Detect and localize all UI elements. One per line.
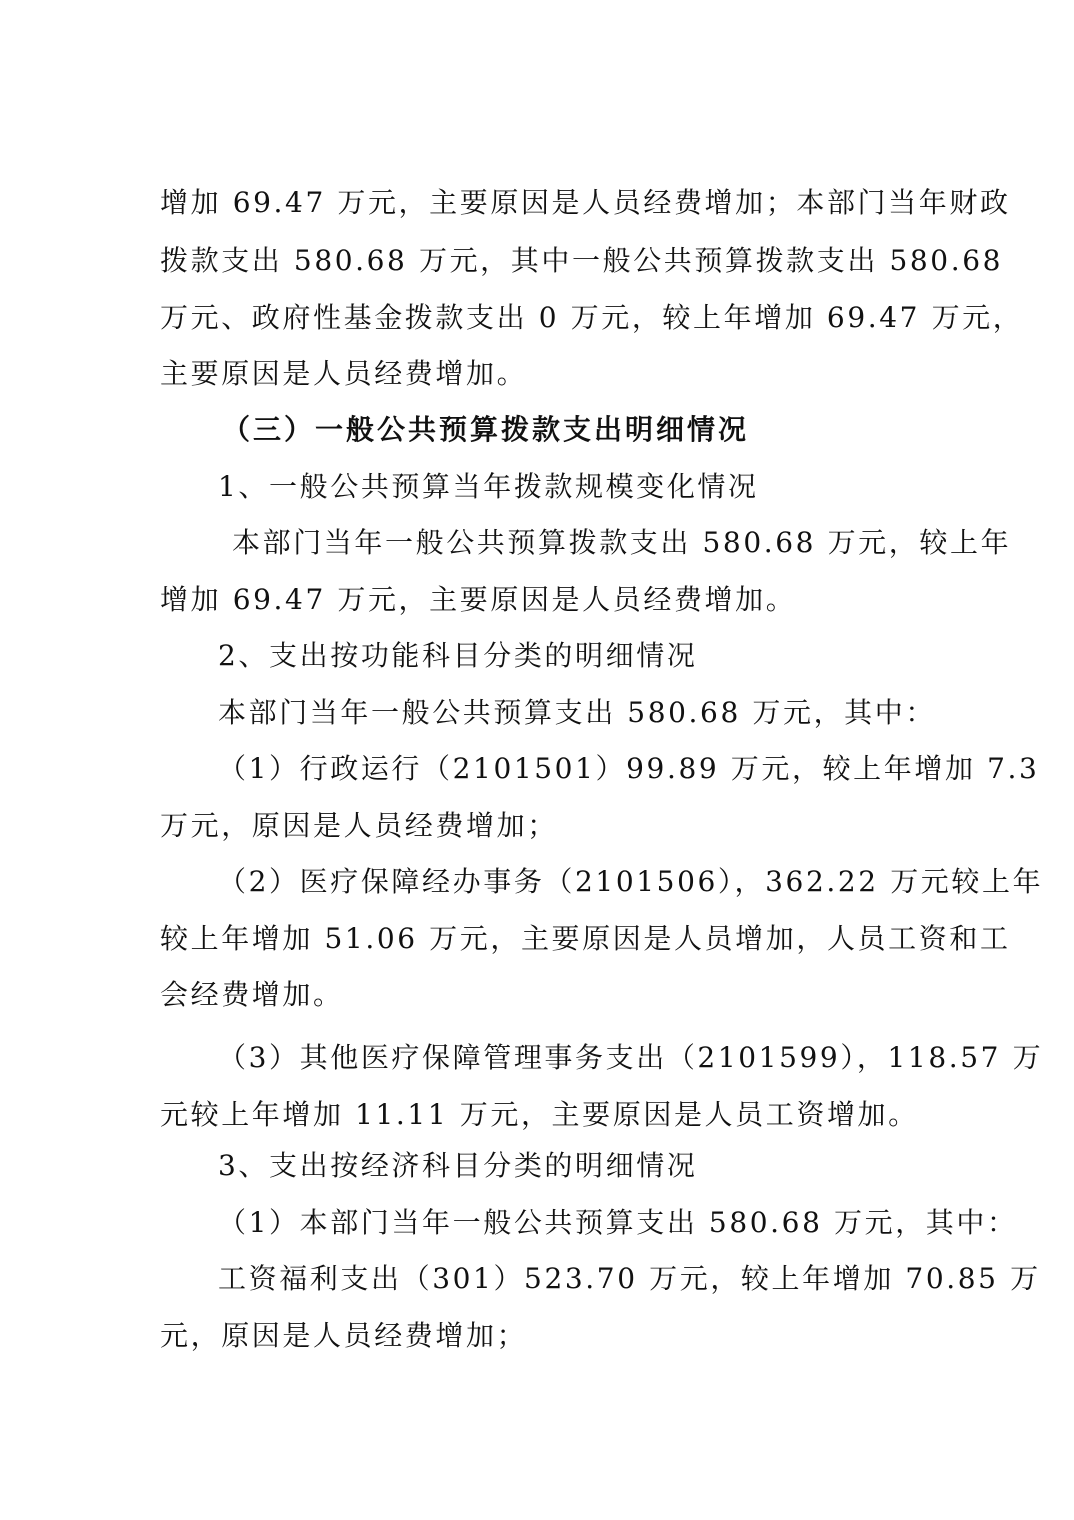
text-line-11: （1）行政运行（2101501）99.89 万元，较上年增加 7.3 xyxy=(218,752,1040,785)
subheading-2: 2、支出按功能科目分类的明细情况 xyxy=(218,639,698,672)
text-line-21: 元，原因是人员经费增加； xyxy=(160,1319,528,1352)
section-heading: （三）一般公共预算拨款支出明细情况 xyxy=(222,413,750,446)
text-line-19: （1）本部门当年一般公共预算支出 580.68 万元，其中： xyxy=(218,1206,1018,1239)
text-line-4: 主要原因是人员经费增加。 xyxy=(160,357,528,390)
text-line-7: 本部门当年一般公共预算拨款支出 580.68 万元，较上年 xyxy=(232,526,1012,559)
subheading-3: 3、支出按经济科目分类的明细情况 xyxy=(218,1149,698,1182)
text-line-17: 元较上年增加 11.11 万元，主要原因是人员工资增加。 xyxy=(160,1098,919,1131)
text-line-2: 拨款支出 580.68 万元，其中一般公共预算拨款支出 580.68 xyxy=(160,244,1004,277)
text-line-15: 会经费增加。 xyxy=(160,978,344,1011)
subheading-1: 1、一般公共预算当年拨款规模变化情况 xyxy=(218,470,759,503)
text-line-3: 万元、政府性基金拨款支出 0 万元，较上年增加 69.47 万元， xyxy=(160,301,1024,334)
text-line-20: 工资福利支出（301）523.70 万元，较上年增加 70.85 万 xyxy=(218,1262,1041,1295)
text-line-8: 增加 69.47 万元，主要原因是人员经费增加。 xyxy=(160,583,797,616)
text-line-1: 增加 69.47 万元，主要原因是人员经费增加；本部门当年财政 xyxy=(160,186,1011,219)
text-line-12: 万元，原因是人员经费增加； xyxy=(160,809,558,842)
text-line-16: （3）其他医疗保障管理事务支出（2101599），118.57 万 xyxy=(218,1041,1044,1074)
text-line-10: 本部门当年一般公共预算支出 580.68 万元，其中： xyxy=(218,696,936,729)
text-line-13: （2）医疗保障经办事务（2101506），362.22 万元较上年 xyxy=(218,865,1044,898)
text-line-14: 较上年增加 51.06 万元，主要原因是人员增加，人员工资和工 xyxy=(160,922,1011,955)
